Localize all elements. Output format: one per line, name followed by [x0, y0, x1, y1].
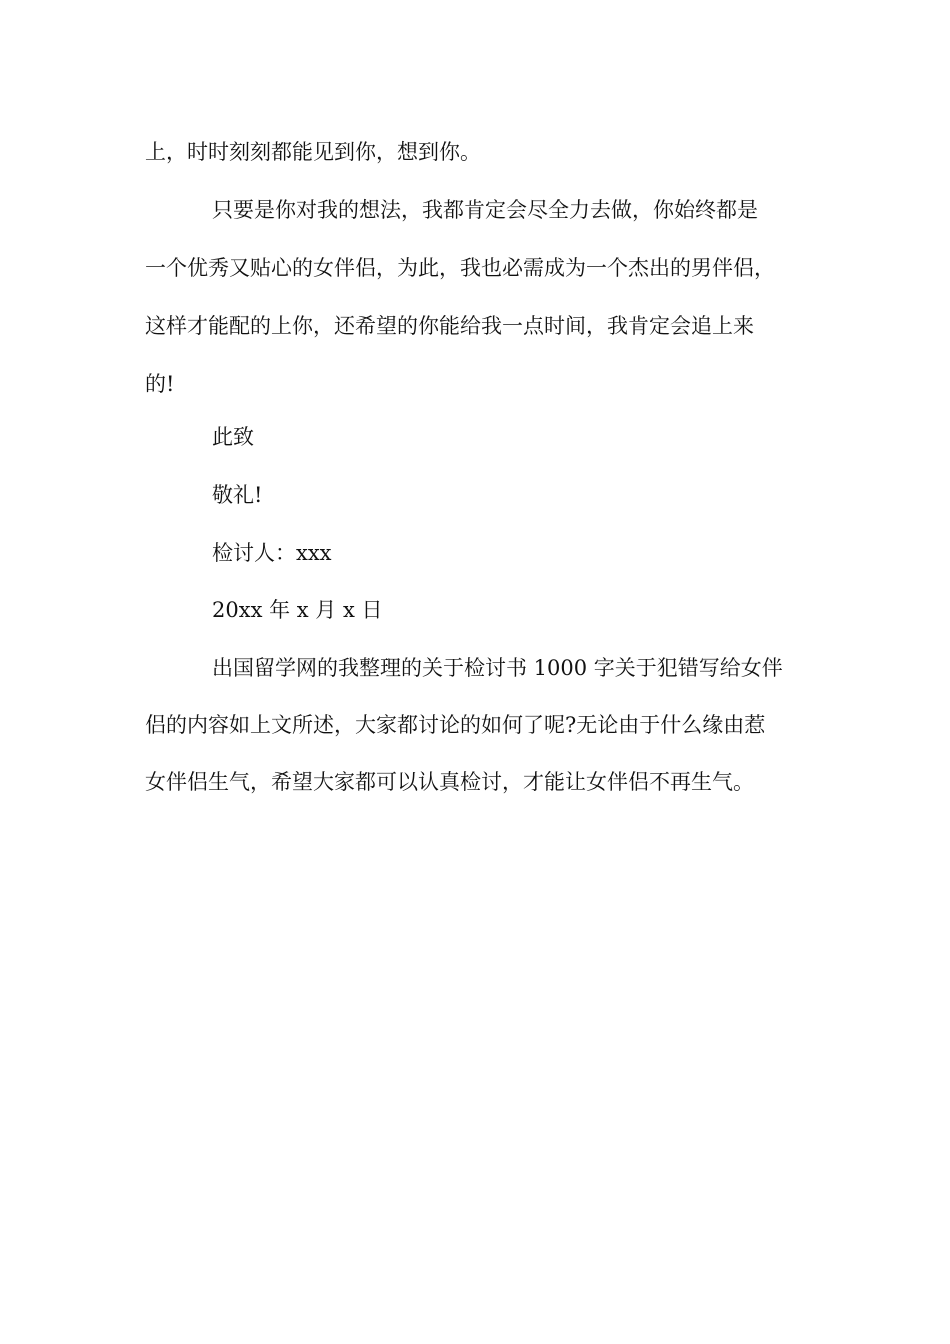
paragraph-line: 一个优秀又贴心的女伴侣，为此，我也必需成为一个杰出的男伴侣， — [145, 256, 775, 280]
paragraph-line: 出国留学网的我整理的关于检讨书 1000 字关于犯错写给女伴 — [212, 656, 783, 680]
date-line: 20xx 年 x 月 x 日 — [212, 598, 383, 622]
signature-line: 检讨人：xxx — [212, 541, 332, 565]
paragraph-line: 只要是你对我的想法，我都肯定会尽全力去做，你始终都是 — [212, 198, 758, 222]
closing-salutation: 此致 — [212, 425, 254, 449]
closing-regards: 敬礼! — [212, 483, 263, 507]
paragraph-line: 这样才能配的上你，还希望的你能给我一点时间，我肯定会追上来 — [145, 314, 754, 338]
paragraph-line: 上，时时刻刻都能见到你，想到你。 — [145, 140, 481, 164]
paragraph-line: 的! — [145, 372, 175, 396]
paragraph-line: 侣的内容如上文所述，大家都讨论的如何了呢?无论由于什么缘由惹 — [145, 713, 766, 737]
paragraph-line: 女伴侣生气，希望大家都可以认真检讨，才能让女伴侣不再生气。 — [145, 770, 754, 794]
